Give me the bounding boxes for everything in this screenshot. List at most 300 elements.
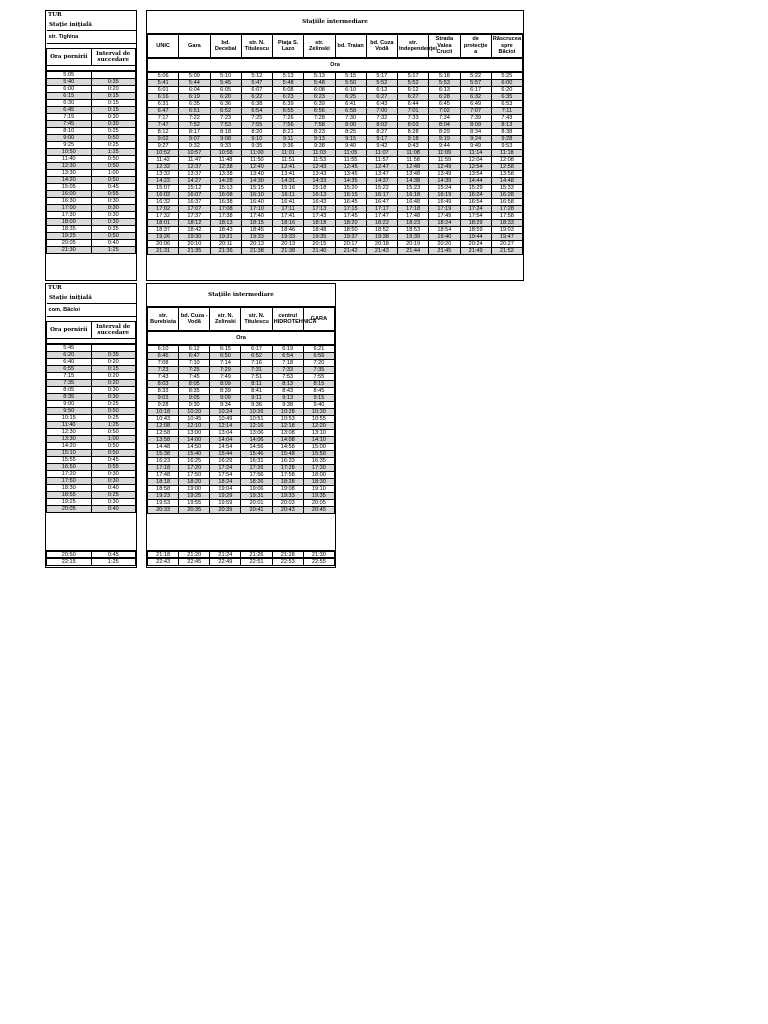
stop-time: 13:41 — [273, 171, 304, 178]
stop-time: 12:40 — [241, 164, 272, 171]
spacer — [47, 66, 136, 71]
stop-time: 12:16 — [241, 423, 272, 430]
departure-time: 15:55 — [47, 457, 92, 464]
table-row — [148, 164, 523, 171]
stop-time: 21:52 — [491, 248, 522, 255]
stop-time: 19:26 — [148, 234, 179, 241]
stop-time: 16:37 — [179, 199, 210, 206]
stop-time: 5:57 — [460, 80, 491, 87]
departure-time: 8:10 — [47, 128, 92, 135]
stop-time: 19:55 — [179, 500, 210, 507]
stop-time: 16:58 — [491, 199, 522, 206]
stop-time: 16:23 — [148, 458, 179, 465]
departure-time: 17:50 — [47, 478, 92, 485]
table-row — [47, 559, 136, 566]
stop-time: 8:34 — [460, 129, 491, 136]
stop-time: 10:52 — [148, 150, 179, 157]
stop-time: 5:17 — [366, 73, 397, 80]
stop-time: 9:15 — [335, 136, 366, 143]
interval-value: 0:25 — [91, 142, 136, 149]
stop-time: 6:49 — [460, 101, 491, 108]
col-interval-header: Interval de succedare — [91, 322, 136, 339]
stop-time: 14:39 — [429, 178, 460, 185]
table-row — [47, 247, 136, 254]
table-row — [47, 149, 136, 156]
stop-time: 17:48 — [398, 213, 429, 220]
table-row — [148, 101, 523, 108]
stop-time: 19:40 — [429, 234, 460, 241]
table-row — [148, 472, 335, 479]
stop-time: 6:04 — [179, 87, 210, 94]
timetable-3-stations-block — [146, 550, 336, 568]
table-row — [47, 492, 136, 499]
interval-value: 0:35 — [91, 352, 136, 359]
stop-time: 21:45 — [429, 248, 460, 255]
stop-time: 8:09 — [210, 381, 241, 388]
interval-value: 0:20 — [91, 380, 136, 387]
stop-time: 8:13 — [272, 381, 303, 388]
stop-time: 19:39 — [398, 234, 429, 241]
stop-time: 7:17 — [148, 115, 179, 122]
stop-time: 8:39 — [210, 388, 241, 395]
stop-time: 18:54 — [429, 227, 460, 234]
stop-time: 9:43 — [398, 143, 429, 150]
stop-time: 9:11 — [273, 136, 304, 143]
table-row — [148, 409, 335, 416]
stop-time: 19:31 — [241, 493, 272, 500]
stop-time: 7:35 — [303, 367, 334, 374]
table-row — [148, 437, 335, 444]
stop-time: 18:24 — [210, 479, 241, 486]
stop-time: 5:48 — [273, 80, 304, 87]
stop-time: 8:03 — [148, 381, 179, 388]
stop-time: 8:12 — [148, 129, 179, 136]
interval-value: 0:30 — [91, 114, 136, 121]
interval-value — [91, 345, 136, 352]
stop-time: 10:49 — [210, 416, 241, 423]
stop-time: 6:52 — [210, 108, 241, 115]
stop-time: 12:45 — [335, 164, 366, 171]
stop-time: 18:33 — [491, 220, 522, 227]
stop-time: 18:12 — [179, 220, 210, 227]
departure-time: 22:15 — [47, 559, 92, 566]
interval-value: 0:30 — [91, 471, 136, 478]
stop-time: 16:07 — [179, 192, 210, 199]
spacer — [47, 339, 136, 344]
stop-time: 12:20 — [303, 423, 334, 430]
stop-time: 6:53 — [491, 101, 522, 108]
interval-value: 0:45 — [91, 457, 136, 464]
stop-time: 20:13 — [273, 241, 304, 248]
stop-time: 6:51 — [179, 108, 210, 115]
table-row — [47, 79, 136, 86]
interval-value: 0:30 — [91, 212, 136, 219]
station-header: Gara — [179, 35, 210, 58]
stop-time: 12:58 — [491, 164, 522, 171]
stop-time: 19:03 — [491, 227, 522, 234]
stop-time: 15:22 — [366, 185, 397, 192]
stop-time: 7:07 — [460, 108, 491, 115]
stop-time: 14:08 — [272, 437, 303, 444]
stop-time: 20:01 — [241, 500, 272, 507]
stop-time: 21:42 — [335, 248, 366, 255]
stop-time: 8:20 — [241, 129, 272, 136]
stop-time: 15:07 — [148, 185, 179, 192]
stop-time: 6:32 — [460, 94, 491, 101]
table-row — [47, 401, 136, 408]
stop-time: 10:20 — [179, 409, 210, 416]
stop-time: 5:48 — [304, 80, 335, 87]
stop-time: 5:50 — [335, 80, 366, 87]
table-row — [47, 121, 136, 128]
departure-time: 12:30 — [47, 429, 92, 436]
stop-time: 18:59 — [460, 227, 491, 234]
stop-time: 18:20 — [179, 479, 210, 486]
table-row — [47, 240, 136, 247]
table-row — [47, 443, 136, 450]
table-row — [47, 471, 136, 478]
table-row — [47, 359, 136, 366]
departure-time: 7:45 — [47, 121, 92, 128]
start-station-name: str. Tighina — [47, 31, 136, 44]
stop-time: 18:46 — [273, 227, 304, 234]
station-header: bd. Traian — [335, 35, 366, 58]
table-row — [148, 185, 523, 192]
stop-time: 13:45 — [335, 171, 366, 178]
stop-time: 19:00 — [179, 486, 210, 493]
stop-time: 18:24 — [429, 220, 460, 227]
stop-time: 17:20 — [179, 465, 210, 472]
stop-time: 16:41 — [273, 199, 304, 206]
stop-time: 7:55 — [303, 374, 334, 381]
stop-time: 6:25 — [335, 94, 366, 101]
interval-value: 0:30 — [91, 121, 136, 128]
stop-time: 6:35 — [179, 101, 210, 108]
stop-time: 15:44 — [210, 451, 241, 458]
departure-time: 10:50 — [47, 149, 92, 156]
stop-time: 8:45 — [303, 388, 334, 395]
stop-time: 7:18 — [272, 360, 303, 367]
stop-time: 8:04 — [429, 122, 460, 129]
stop-time: 7:11 — [491, 108, 522, 115]
stop-time: 16:19 — [429, 192, 460, 199]
stop-time: 17:30 — [303, 465, 334, 472]
stop-time: 6:54 — [241, 108, 272, 115]
stop-time: 17:19 — [429, 206, 460, 213]
stop-time: 13:32 — [148, 171, 179, 178]
stop-time: 21:43 — [366, 248, 397, 255]
table-row — [148, 444, 335, 451]
stop-time: 15:13 — [210, 185, 241, 192]
stop-time: 7:34 — [429, 115, 460, 122]
stop-time: 6:27 — [398, 94, 429, 101]
stop-time: 13:08 — [272, 430, 303, 437]
stop-time: 8:02 — [366, 122, 397, 129]
stop-time: 13:47 — [366, 171, 397, 178]
table-row — [148, 87, 523, 94]
table-row — [148, 73, 523, 80]
stop-time: 21:31 — [148, 248, 179, 255]
stop-time: 20:27 — [491, 241, 522, 248]
departure-time: 20:05 — [47, 506, 92, 513]
stop-time: 8:27 — [366, 129, 397, 136]
table-row — [148, 150, 523, 157]
stop-time: 18:29 — [460, 220, 491, 227]
stop-time: 8:05 — [179, 381, 210, 388]
stop-time: 9:42 — [366, 143, 397, 150]
stop-time: 5:09 — [179, 73, 210, 80]
stop-time: 18:53 — [398, 227, 429, 234]
stop-time: 15:29 — [460, 185, 491, 192]
stop-time: 9:53 — [491, 143, 522, 150]
interval-value: 0:15 — [91, 107, 136, 114]
stop-time: 17:48 — [148, 472, 179, 479]
stop-time: 17:24 — [210, 465, 241, 472]
stop-time: 9:38 — [304, 143, 335, 150]
stop-time: 6:38 — [241, 101, 272, 108]
stop-time: 7:39 — [460, 115, 491, 122]
table-row — [47, 114, 136, 121]
stop-time: 17:17 — [366, 206, 397, 213]
stop-time: 19:29 — [210, 493, 241, 500]
departure-time: 16:30 — [47, 198, 92, 205]
stop-time: 20:19 — [398, 241, 429, 248]
stop-time: 20:24 — [460, 241, 491, 248]
departure-time: 7:15 — [47, 114, 92, 121]
stop-time: 16:40 — [241, 199, 272, 206]
table-row — [148, 486, 335, 493]
table-row — [148, 157, 523, 164]
stop-time: 14:58 — [272, 444, 303, 451]
stop-time: 6:36 — [210, 101, 241, 108]
stop-time: 14:22 — [148, 178, 179, 185]
stop-time: 18:48 — [304, 227, 335, 234]
stop-time: 14:30 — [241, 178, 272, 185]
stop-time: 5:06 — [148, 73, 179, 80]
stop-time: 18:18 — [304, 220, 335, 227]
stop-time: 17:15 — [335, 206, 366, 213]
stop-time: 6:28 — [429, 94, 460, 101]
interval-value: 0:30 — [91, 205, 136, 212]
departure-time: 7:35 — [47, 380, 92, 387]
stop-time: 6:27 — [366, 94, 397, 101]
stop-time: 16:29 — [210, 458, 241, 465]
stop-time: 17:41 — [273, 213, 304, 220]
station-header: centrul HIDROTEHNICA — [272, 308, 303, 331]
stop-time: 15:48 — [272, 451, 303, 458]
interval-value: 0:15 — [91, 93, 136, 100]
departure-time: 12:30 — [47, 163, 92, 170]
stop-time: 19:23 — [148, 493, 179, 500]
stop-time: 21:28 — [272, 552, 303, 559]
stop-time: 14:33 — [304, 178, 335, 185]
interval-value: 0:55 — [91, 464, 136, 471]
stop-time: 18:26 — [241, 479, 272, 486]
stop-time: 11:53 — [304, 157, 335, 164]
col-departure-header: Ora pornirii — [47, 49, 92, 66]
ora-label: Ora — [148, 59, 523, 72]
table-row — [47, 184, 136, 191]
stop-time: 12:41 — [273, 164, 304, 171]
interval-value: 0:15 — [91, 100, 136, 107]
stop-time: 20:06 — [148, 241, 179, 248]
stop-time: 13:58 — [491, 171, 522, 178]
table-row — [47, 156, 136, 163]
table-row — [47, 352, 136, 359]
stop-time: 10:45 — [179, 416, 210, 423]
stop-time: 7:10 — [179, 360, 210, 367]
stop-time: 22:51 — [241, 559, 272, 566]
stop-time: 18:45 — [241, 227, 272, 234]
interval-value: 1:25 — [91, 247, 136, 254]
stop-time: 19:35 — [303, 493, 334, 500]
stop-time: 10:18 — [148, 409, 179, 416]
stop-time: 8:33 — [148, 388, 179, 395]
interval-value: 0:55 — [91, 191, 136, 198]
stop-time: 16:18 — [398, 192, 429, 199]
stop-time: 9:24 — [460, 136, 491, 143]
departure-time: 6:45 — [47, 107, 92, 114]
timetable-2-start-block — [45, 283, 137, 558]
table-row — [148, 115, 523, 122]
interval-value: 0:30 — [91, 394, 136, 401]
stop-time: 19:33 — [273, 234, 304, 241]
stop-time: 9:35 — [241, 143, 272, 150]
stop-time: 7:23 — [210, 115, 241, 122]
table-row — [148, 360, 335, 367]
stop-time: 10:55 — [303, 416, 334, 423]
departure-time: 7:15 — [47, 373, 92, 380]
stop-time: 14:35 — [335, 178, 366, 185]
table-row — [148, 353, 335, 360]
departure-time: 17:20 — [47, 471, 92, 478]
stop-time: 21:40 — [304, 248, 335, 255]
stop-time: 16:17 — [366, 192, 397, 199]
stop-time: 12:43 — [304, 164, 335, 171]
station-header: bd. Decebal — [210, 35, 241, 58]
stop-time: 6:55 — [273, 108, 304, 115]
departure-time: 16:00 — [47, 191, 92, 198]
stop-time: 9:38 — [272, 402, 303, 409]
stop-time: 7:22 — [179, 115, 210, 122]
stop-time: 6:31 — [148, 101, 179, 108]
stop-time: 11:51 — [273, 157, 304, 164]
stop-time: 9:33 — [210, 143, 241, 150]
stop-time: 15:20 — [335, 185, 366, 192]
table-row — [148, 493, 335, 500]
stop-time: 9:28 — [148, 402, 179, 409]
table-row — [148, 346, 335, 353]
interval-value: 1:25 — [91, 149, 136, 156]
interval-value: 0:50 — [91, 450, 136, 457]
stop-time: 7:08 — [148, 360, 179, 367]
stop-time: 6:17 — [241, 346, 272, 353]
stop-time: 17:54 — [210, 472, 241, 479]
stop-time: 21:30 — [303, 552, 334, 559]
table-row — [148, 108, 523, 115]
stop-time: 7:31 — [241, 367, 272, 374]
stop-time: 7:58 — [304, 122, 335, 129]
departure-time: 15:10 — [47, 450, 92, 457]
stop-time: 20:05 — [303, 500, 334, 507]
stop-time: 6:17 — [460, 87, 491, 94]
stop-time: 9:08 — [210, 136, 241, 143]
stop-time: 6:12 — [398, 87, 429, 94]
departure-time: 11:40 — [47, 422, 92, 429]
stop-time: 15:16 — [273, 185, 304, 192]
stop-time: 20:18 — [366, 241, 397, 248]
stop-time: 13:00 — [179, 430, 210, 437]
stop-time: 6:22 — [241, 94, 272, 101]
table-row — [47, 387, 136, 394]
stop-time: 14:54 — [210, 444, 241, 451]
stop-time: 17:18 — [398, 206, 429, 213]
stop-time: 19:33 — [241, 234, 272, 241]
stop-time: 8:23 — [304, 129, 335, 136]
stop-time: 7:43 — [148, 374, 179, 381]
stop-time: 9:49 — [460, 143, 491, 150]
stop-time: 11:55 — [335, 157, 366, 164]
departure-time: 15:05 — [47, 184, 92, 191]
stop-time: 7:33 — [272, 367, 303, 374]
stop-time: 17:54 — [460, 213, 491, 220]
table-row — [47, 72, 136, 79]
table-row — [47, 464, 136, 471]
stop-time: 6:05 — [210, 87, 241, 94]
interval-value: 0:40 — [91, 485, 136, 492]
stop-time: 8:21 — [273, 129, 304, 136]
stop-time: 12:08 — [148, 423, 179, 430]
stop-time: 17:02 — [148, 206, 179, 213]
stop-time: 20:15 — [304, 241, 335, 248]
stop-time: 14:28 — [210, 178, 241, 185]
table-row — [148, 234, 523, 241]
table-row — [148, 381, 335, 388]
stop-time: 5:13 — [304, 73, 335, 80]
interval-value: 0:35 — [91, 79, 136, 86]
stop-time: 16:24 — [460, 192, 491, 199]
table-row — [148, 80, 523, 87]
stop-time: 20:43 — [272, 507, 303, 514]
departure-time: 17:30 — [47, 212, 92, 219]
station-header: Răscrucea spre Băcioi — [491, 35, 522, 58]
stop-time: 9:19 — [429, 136, 460, 143]
table-row — [148, 559, 335, 566]
stop-time: 6:39 — [304, 101, 335, 108]
stop-time: 17:58 — [491, 213, 522, 220]
stop-time: 6:08 — [273, 87, 304, 94]
departure-time: 9:00 — [47, 135, 92, 142]
stop-time: 6:45 — [148, 353, 179, 360]
stop-time: 11:58 — [398, 157, 429, 164]
stop-time: 6:20 — [210, 94, 241, 101]
stop-time: 21:38 — [241, 248, 272, 255]
table-row — [47, 506, 136, 513]
stop-time: 7:25 — [179, 367, 210, 374]
stop-time: 7:53 — [272, 374, 303, 381]
stop-time: 20:39 — [210, 507, 241, 514]
departure-time: 14:20 — [47, 443, 92, 450]
interval-value: 0:30 — [91, 478, 136, 485]
stop-time: 14:00 — [179, 437, 210, 444]
stop-time: 8:38 — [491, 129, 522, 136]
stop-time: 6:12 — [366, 87, 397, 94]
stop-time: 6:21 — [303, 346, 334, 353]
table-row — [47, 226, 136, 233]
stop-time: 17:28 — [491, 206, 522, 213]
stop-time: 10:43 — [148, 416, 179, 423]
station-header: GARA — [303, 308, 334, 331]
